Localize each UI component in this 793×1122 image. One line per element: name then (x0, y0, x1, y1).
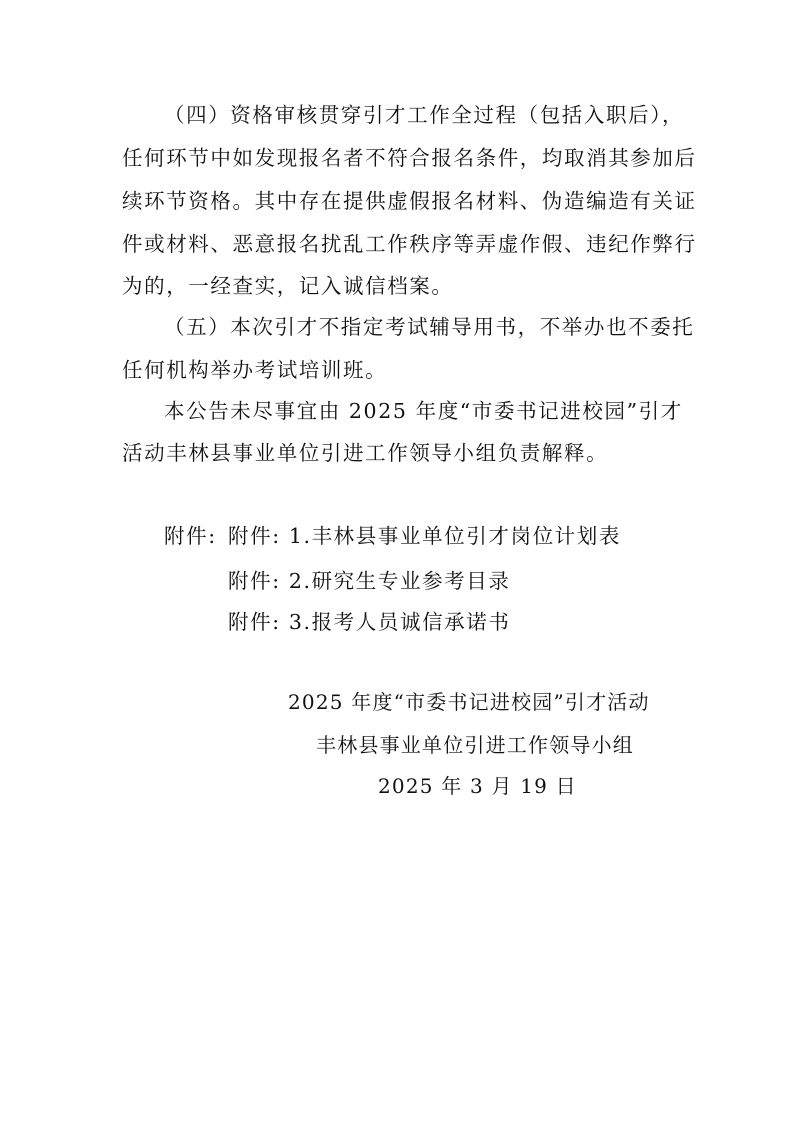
paragraph-line: 任何环节中如发现报名者不符合报名条件，均取消其参加后 (122, 146, 697, 170)
paragraph-line: 续环节资格。其中存在提供虚假报名材料、伪造编造有关证 (122, 189, 697, 213)
paragraph-line: 活动丰林县事业单位引进工作领导小组负责解释。 (122, 441, 609, 465)
paragraph-line: 为的，一经查实，记入诚信档案。 (122, 274, 454, 298)
attachment-item: 附件: 3.报考人员诚信承诺书 (228, 610, 511, 634)
issue-date: 2025 年 3 月 19 日 (378, 774, 577, 798)
issuing-organization-line: 丰林县事业单位引进工作领导小组 (316, 733, 634, 757)
paragraph-line: （四）资格审核贯穿引才工作全过程（包括入职后）， (164, 103, 685, 127)
attachments-lead-label: 附件: (164, 524, 217, 548)
attachment-item: 附件: 1.丰林县事业单位引才岗位计划表 (228, 524, 621, 548)
paragraph-line: 件或材料、恶意报名扰乱工作秩序等弄虚作假、违纪作弊行 (122, 232, 697, 256)
attachment-item: 附件: 2.研究生专业参考目录 (228, 569, 511, 593)
paragraph-line: （五）本次引才不指定考试辅导用书，不举办也不委托 (164, 315, 695, 339)
paragraph-line: 任何机构举办考试培训班。 (122, 358, 388, 382)
issuing-organization-line: 2025 年度“市委书记进校园”引才活动 (288, 690, 650, 714)
paragraph-line: 本公告未尽事宜由 2025 年度“市委书记进校园”引才 (164, 399, 683, 423)
